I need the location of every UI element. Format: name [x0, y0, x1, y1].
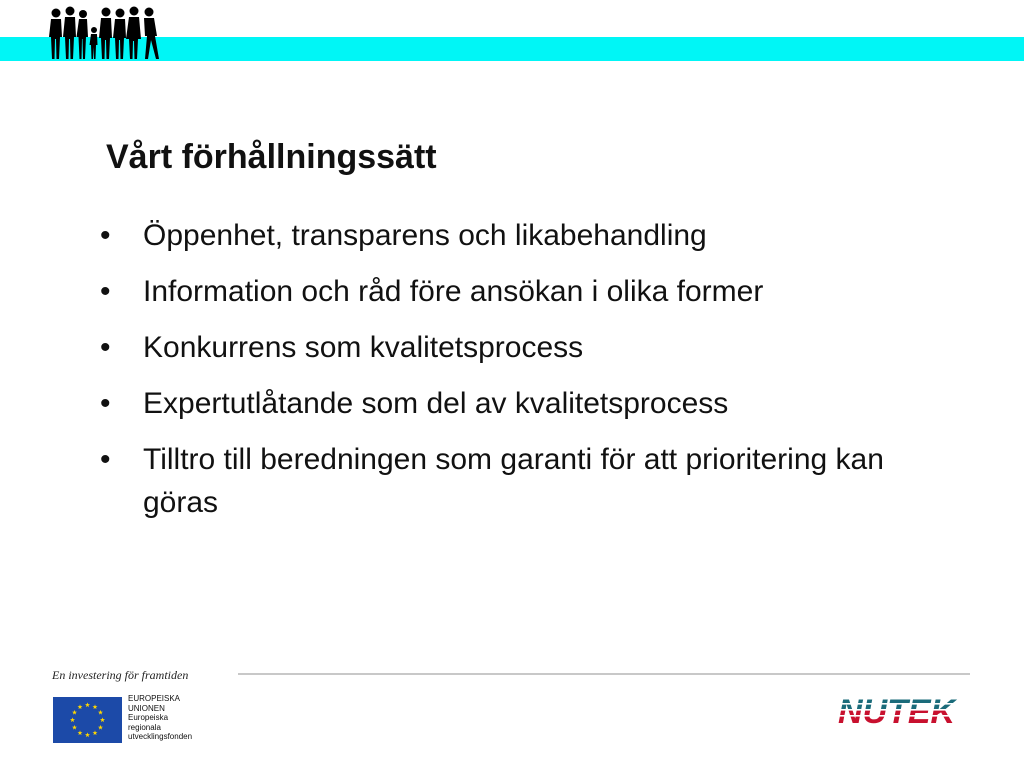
nutek-logo — [836, 692, 972, 728]
eu-line: Europeiska — [128, 713, 169, 723]
eu-line: EUROPEISKA — [128, 694, 181, 703]
list-item — [100, 214, 960, 257]
list-item — [100, 438, 960, 524]
eu-line: UNIONEN — [128, 703, 165, 713]
eu-line: regionala — [128, 722, 161, 732]
bullet-text: Tilltro till beredningen som garanti för att prioritering kan göras — [143, 443, 884, 519]
bullet-marker: • — [100, 275, 111, 308]
eu-line: utvecklingsfonden — [128, 732, 193, 742]
bullet-text: Expertutlåtande som del av kvalitetsprocess — [143, 387, 729, 420]
bullet-text: Information och råd före ansökan i olika former — [143, 275, 764, 308]
footer-tagline: En investering för framtiden — [52, 668, 189, 682]
bullet-marker: • — [100, 331, 111, 364]
bullet-marker: • — [100, 443, 111, 476]
people-silhouettes-icon — [46, 3, 162, 61]
bullet-text: Öppenhet, transparens och likabehandling — [143, 219, 707, 252]
bullet-list — [100, 214, 960, 537]
footer-divider — [238, 673, 970, 675]
eu-flag-icon — [53, 697, 122, 743]
list-item — [100, 270, 960, 313]
bullet-marker: • — [100, 219, 111, 252]
eu-fund-label — [128, 694, 192, 742]
bullet-marker: • — [100, 387, 111, 420]
bullet-text: Konkurrens som kvalitetsprocess — [143, 331, 584, 364]
slide-title: Vårt förhållningssätt — [106, 138, 437, 176]
list-item — [100, 326, 960, 369]
list-item — [100, 382, 960, 425]
